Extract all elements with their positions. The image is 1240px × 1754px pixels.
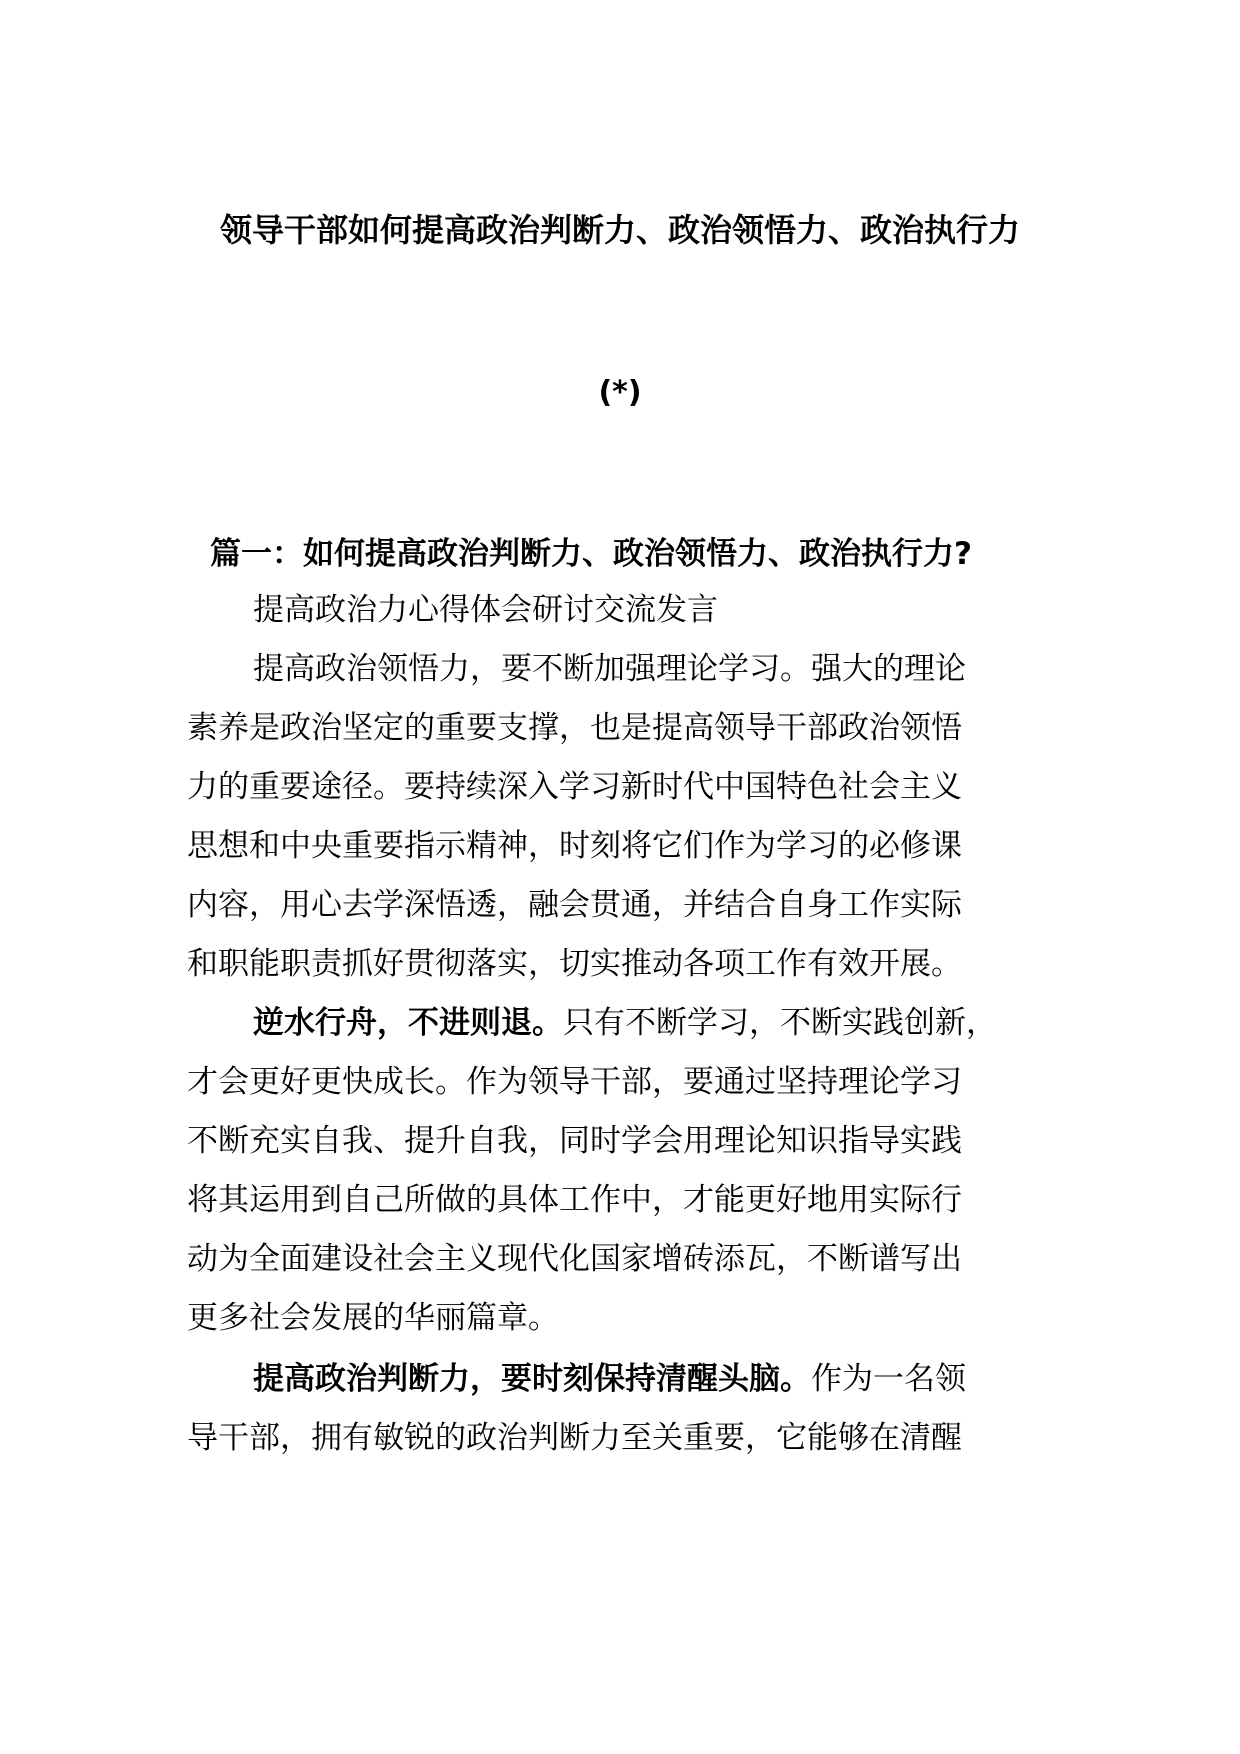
paragraph-line: 更多社会发展的华丽篇章。 [187,1300,559,1336]
paragraph-line: 导干部，拥有敏锐的政治判断力至关重要，它能够在清醒 [187,1420,962,1456]
paragraph-line: 内容，用心去学深悟透，融会贯通，并结合自身工作实际 [187,887,962,923]
paragraph-line: 不断充实自我、提升自我，同时学会用理论知识指导实践 [187,1123,962,1159]
paragraph-line: 才会更好更快成长。作为领导干部，要通过坚持理论学习 [187,1064,962,1100]
document-subtitle: (*) [598,375,642,410]
section-heading: 篇一：如何提高政治判断力、政治领悟力、政治执行力? [210,536,972,572]
paragraph-line: 提高政治判断力，要时刻保持清醒头脑。作为一名领 [253,1361,966,1397]
paragraph-line: 动为全面建设社会主义现代化国家增砖添瓦，不断谱写出 [187,1241,962,1277]
paragraph-line: 提高政治领悟力，要不断加强理论学习。强大的理论 [253,651,966,687]
paragraph-line: 提高政治力心得体会研讨交流发言 [253,592,718,628]
paragraph-line: 逆水行舟，不进则退。只有不断学习，不断实践创新， [253,1005,997,1041]
document-title: 领导干部如何提高政治判断力、政治领悟力、政治执行力 [219,211,1020,249]
paragraph-line: 素养是政治坚定的重要支撑，也是提高领导干部政治领悟 [187,710,962,746]
paragraph-line: 将其运用到自己所做的具体工作中，才能更好地用实际行 [187,1182,962,1218]
paragraph-line: 思想和中央重要指示精神，时刻将它们作为学习的必修课 [187,828,962,864]
paragraph-line: 和职能职责抓好贯彻落实，切实推动各项工作有效开展。 [187,946,962,982]
paragraph-line: 力的重要途径。要持续深入学习新时代中国特色社会主义 [187,769,962,805]
